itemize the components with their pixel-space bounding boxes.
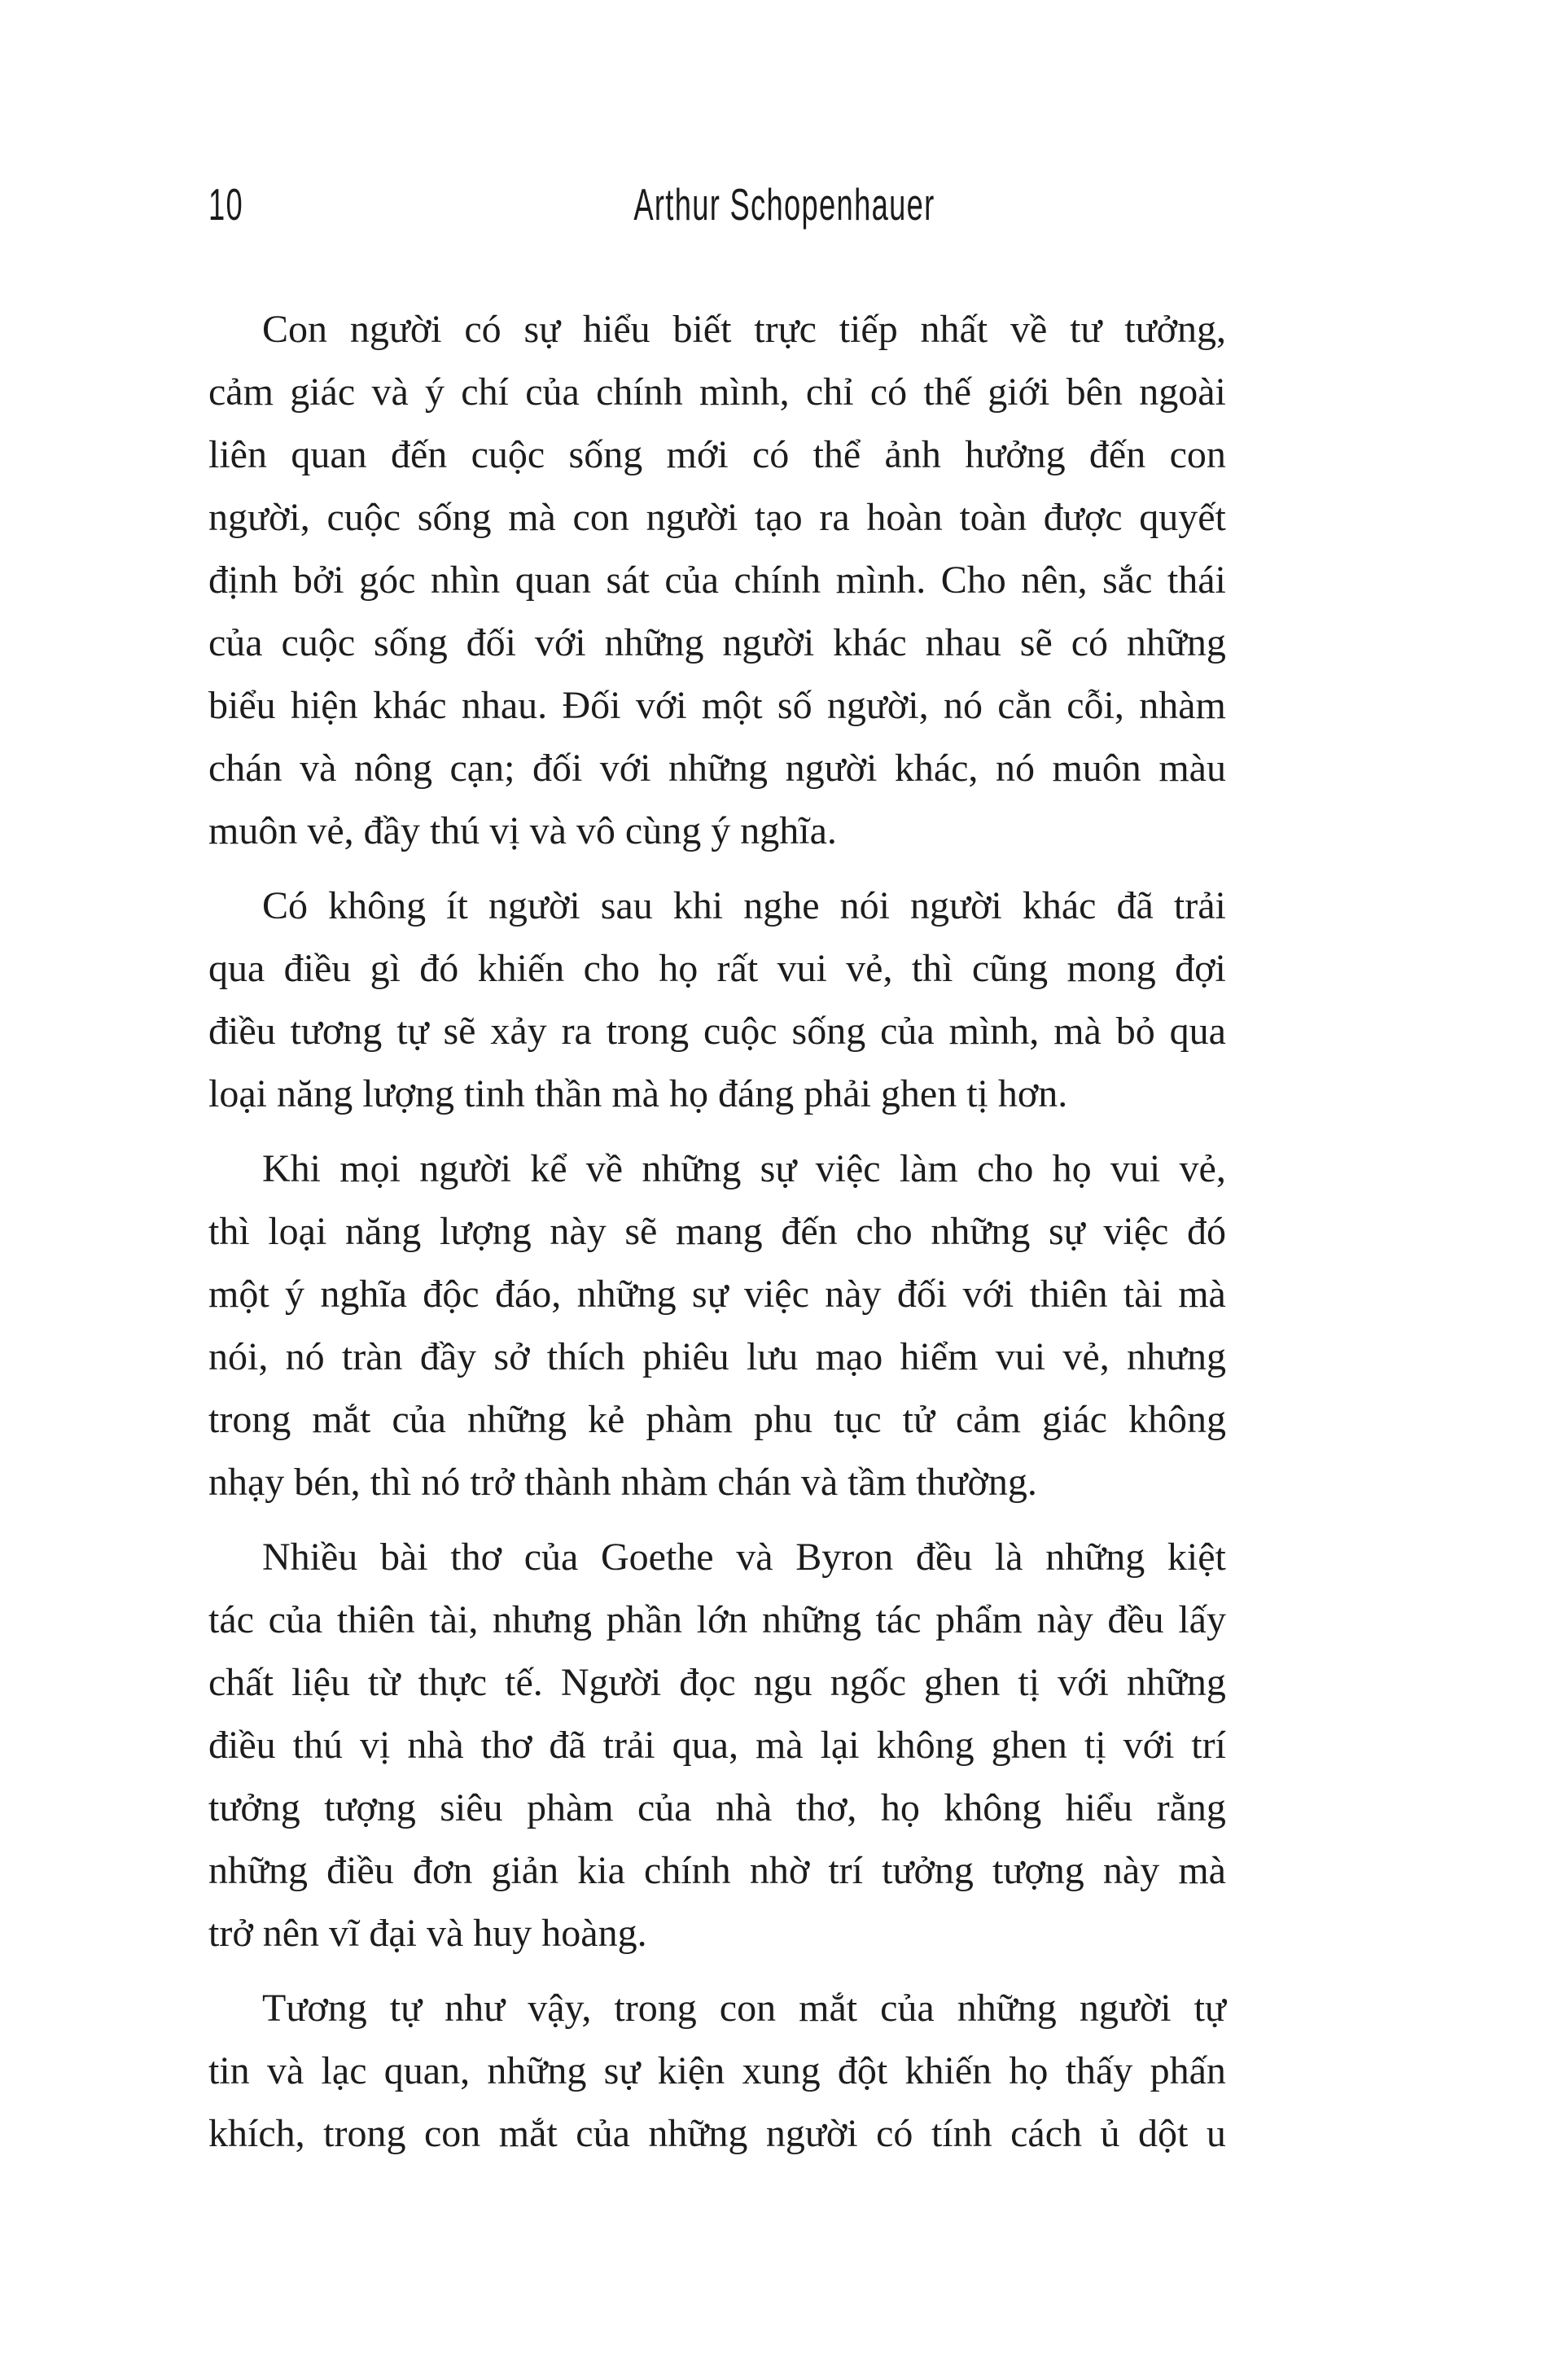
text-line: của cuộc sống đối với những người khác nhau sẽ có những	[208, 621, 1226, 664]
text-line: loại năng lượng tinh thần mà họ đáng phải ghen tị hơn.	[208, 1072, 1068, 1115]
text-line: tin và lạc quan, những sự kiện xung đột khiến họ thấy phấn	[208, 2049, 1226, 2092]
text-line: điều tương tự sẽ xảy ra trong cuộc sống của mình, mà bỏ qua	[208, 1010, 1226, 1053]
paragraph	[208, 1526, 1226, 1965]
text-line: định bởi góc nhìn quan sát của chính mình. Cho nên, sắc thái	[208, 559, 1226, 602]
text-line: thì loại năng lượng này sẽ mang đến cho những sự việc đó	[208, 1210, 1226, 1253]
text-line: muôn vẻ, đầy thú vị và vô cùng ý nghĩa.	[208, 809, 837, 852]
text-line: Khi mọi người kể về những sự việc làm cho họ vui vẻ,	[262, 1147, 1226, 1190]
running-title: Arthur Schopenhauer	[633, 179, 935, 230]
paragraph	[208, 1977, 1226, 2165]
running-title-wrap	[0, 181, 1568, 228]
running-header	[0, 181, 1568, 228]
page-number: 10	[208, 179, 244, 230]
text-line: qua điều gì đó khiến cho họ rất vui vẻ, thì cũng mong đợi	[208, 947, 1226, 990]
paragraph	[208, 298, 1226, 862]
text-line: tác của thiên tài, nhưng phần lớn những tác phẩm này đều lấy	[208, 1598, 1226, 1641]
text-line: trở nên vĩ đại và huy hoàng.	[208, 1912, 647, 1955]
text-line: Con người có sự hiểu biết trực tiếp nhất về tư tưởng,	[262, 308, 1226, 351]
paragraph	[208, 1137, 1226, 1514]
body-text	[208, 298, 1226, 2165]
text-line: Có không ít người sau khi nghe nói người khác đã trải	[262, 884, 1226, 927]
text-line: trong mắt của những kẻ phàm phu tục tử cảm giác không	[208, 1398, 1226, 1441]
text-line: điều thú vị nhà thơ đã trải qua, mà lại không ghen tị với trí	[208, 1724, 1226, 1767]
text-line: khích, trong con mắt của những người có tính cách ủ dột u	[208, 2112, 1226, 2155]
paragraph	[208, 874, 1226, 1125]
text-line: biểu hiện khác nhau. Đối với một số người, nó cằn cỗi, nhàm	[208, 684, 1226, 727]
text-line: nhạy bén, thì nó trở thành nhàm chán và tầm thường.	[208, 1461, 1037, 1504]
text-line: một ý nghĩa độc đáo, những sự việc này đối với thiên tài mà	[208, 1273, 1226, 1316]
text-line: chán và nông cạn; đối với những người khác, nó muôn màu	[208, 747, 1226, 790]
text-line: những điều đơn giản kia chính nhờ trí tưởng tượng này mà	[208, 1849, 1226, 1892]
text-line: nói, nó tràn đầy sở thích phiêu lưu mạo hiểm vui vẻ, nhưng	[208, 1335, 1226, 1378]
text-line: cảm giác và ý chí của chính mình, chỉ có thế giới bên ngoài	[208, 370, 1226, 414]
text-line: Tương tự như vậy, trong con mắt của những người tự	[262, 1987, 1226, 2030]
text-line: tưởng tượng siêu phàm của nhà thơ, họ không hiểu rằng	[208, 1786, 1226, 1829]
text-line: liên quan đến cuộc sống mới có thể ảnh hưởng đến con	[208, 433, 1226, 476]
text-line: Nhiều bài thơ của Goethe và Byron đều là những kiệt	[262, 1536, 1226, 1579]
text-line: người, cuộc sống mà con người tạo ra hoàn toàn được quyết	[208, 496, 1226, 539]
text-line: chất liệu từ thực tế. Người đọc ngu ngốc ghen tị với những	[208, 1661, 1226, 1704]
